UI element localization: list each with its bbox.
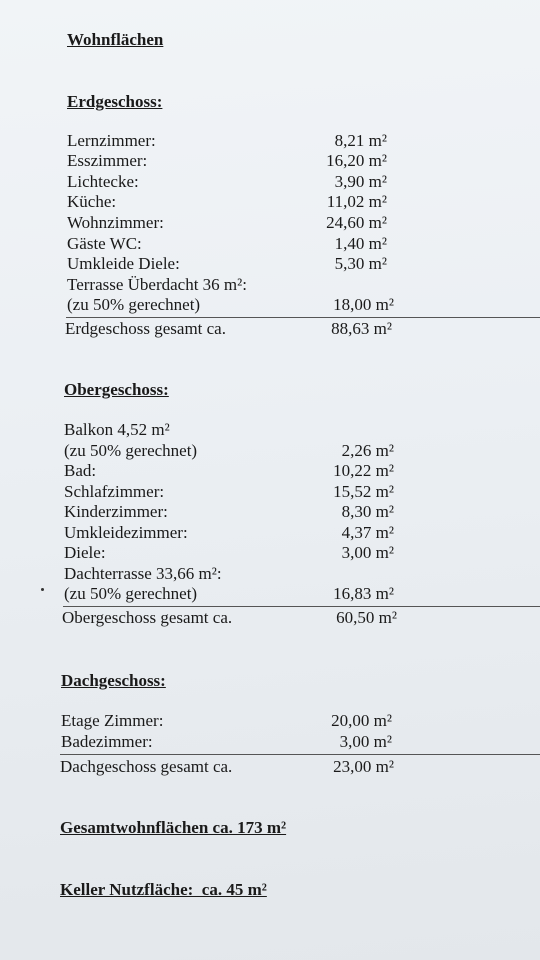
row-value: 20,00 m² [331,711,392,730]
row-value: 16,83 m² [333,584,394,603]
row-label: Bad: [64,461,97,480]
row-value: 16,20 m² [326,151,387,170]
row-value: 8,21 m² [334,131,387,150]
row-label: Dachterrasse 33,66 m²: [64,564,222,583]
basement-usable-area: Keller Nutzfläche: ca. 45 m² [60,880,267,899]
section-heading-dachgeschoss: Dachgeschoss: [61,671,166,690]
row-value: 15,52 m² [333,482,394,501]
total-label: Obergeschoss gesamt ca. [62,608,233,627]
row-label: Balkon 4,52 m² [64,420,170,439]
row-label: Schlafzimmer: [64,482,165,501]
row-value: 3,00 m² [339,732,392,751]
row-label: (zu 50% gerechnet) [64,441,198,460]
section-heading-obergeschoss: Obergeschoss: [64,380,169,399]
row-label: Wohnzimmer: [67,213,164,232]
row-label: Terrasse Überdacht 36 m²: [67,275,247,294]
total-label: Dachgeschoss gesamt ca. [60,757,233,776]
row-value: 2,26 m² [341,441,394,460]
total-value: 88,63 m² [331,319,392,338]
row-label: Diele: [64,543,106,562]
row-value: 1,40 m² [334,234,387,253]
row-label: Esszimmer: [67,151,148,170]
paper-speck [41,588,44,591]
row-label: Umkleidezimmer: [64,523,188,542]
row-label: (zu 50% gerechnet) [67,295,201,314]
row-value: 18,00 m² [333,295,394,314]
total-divider [60,754,540,755]
row-label: Kinderzimmer: [64,502,168,521]
row-value: 4,37 m² [341,523,394,542]
row-value: 8,30 m² [341,502,394,521]
total-label: Erdgeschoss gesamt ca. [65,319,226,338]
row-value: 3,00 m² [341,543,394,562]
row-value: 3,90 m² [334,172,387,191]
row-label: Küche: [67,192,117,211]
row-value: 5,30 m² [334,254,387,273]
section-heading-erdgeschoss: Erdgeschoss: [67,92,163,111]
total-value: 60,50 m² [336,608,397,627]
row-label: Lernzimmer: [67,131,156,150]
total-divider [63,606,540,607]
row-value: 24,60 m² [326,213,387,232]
row-label: Umkleide Diele: [67,254,180,273]
row-label: Etage Zimmer: [61,711,164,730]
total-value: 23,00 m² [333,757,394,776]
row-value: 11,02 m² [326,192,387,211]
total-divider [66,317,540,318]
document-title: Wohnflächen [67,30,164,49]
row-label: Gäste WC: [67,234,142,253]
row-label: Badezimmer: [61,732,153,751]
row-label: (zu 50% gerechnet) [64,584,198,603]
row-value: 10,22 m² [333,461,394,480]
total-living-area: Gesamtwohnflächen ca. 173 m² [60,818,287,837]
row-label: Lichtecke: [67,172,139,191]
